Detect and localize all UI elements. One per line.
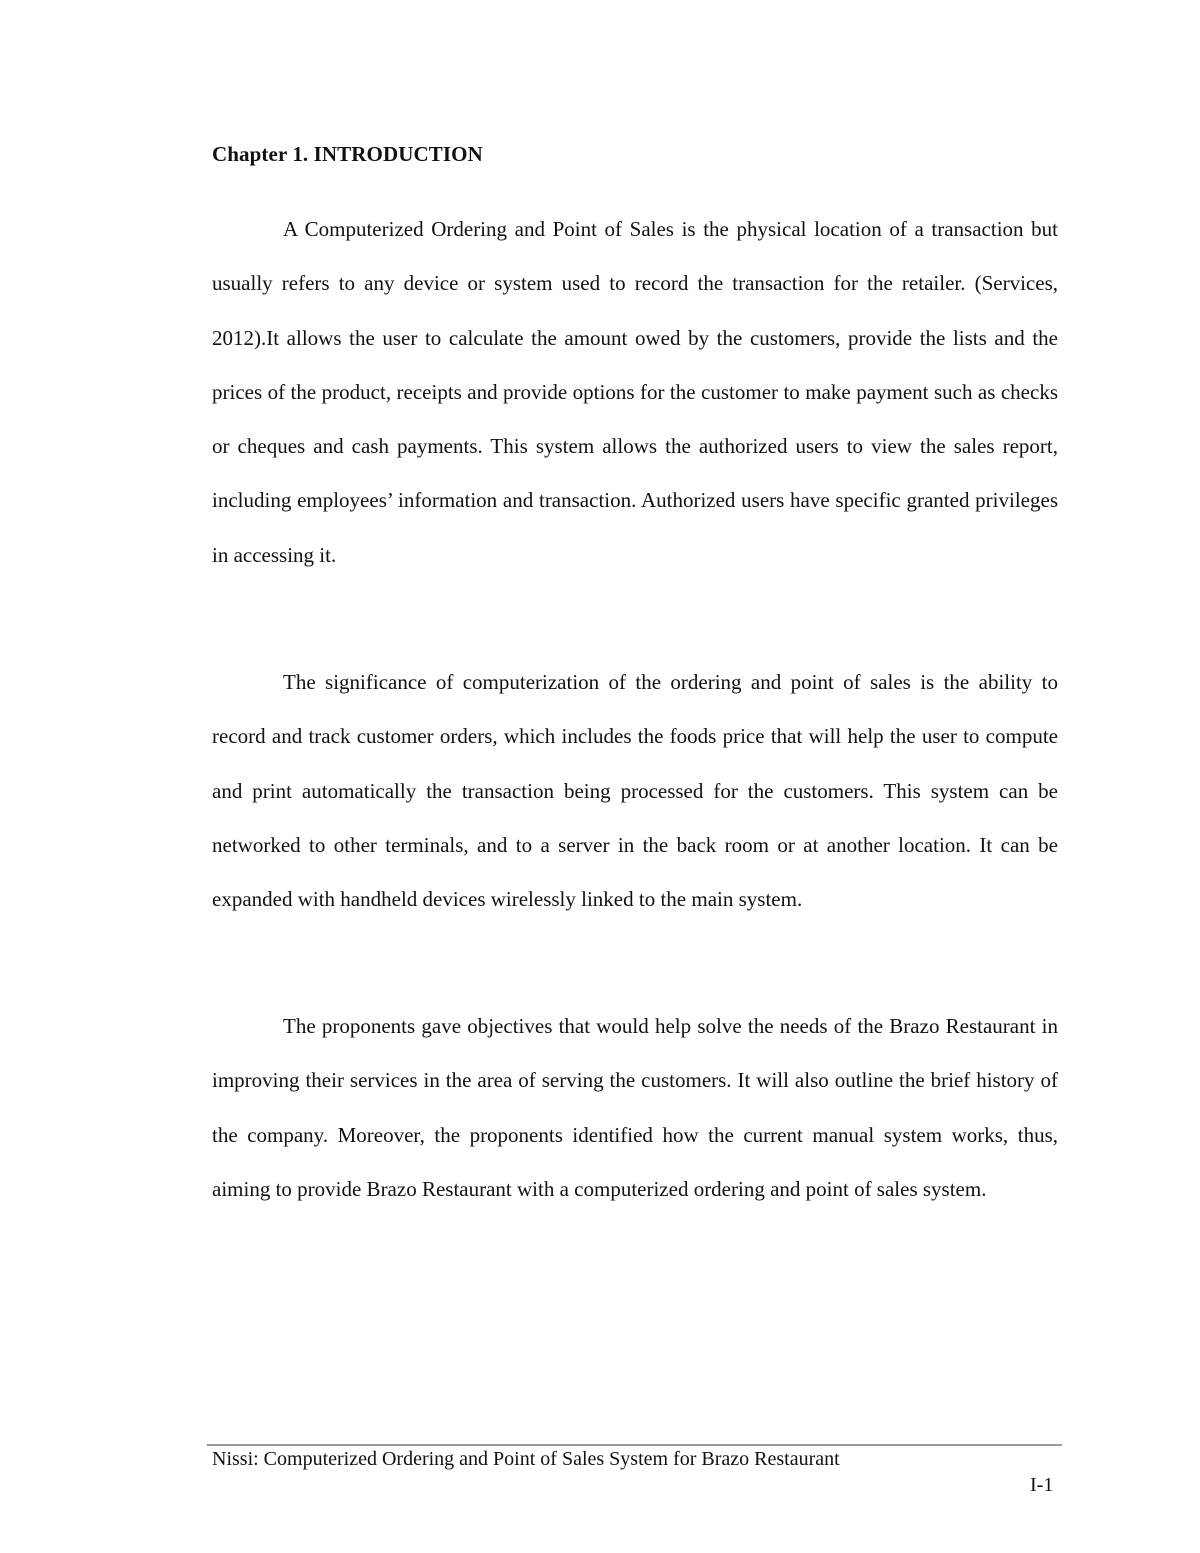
paragraph-block-1 bbox=[212, 202, 1058, 582]
chapter-title: Chapter 1. INTRODUCTION bbox=[212, 142, 483, 166]
paragraph-block-3 bbox=[212, 999, 1058, 1216]
paragraph-block-2 bbox=[212, 655, 1058, 926]
paragraph-2: The significance of computerization of the ordering and point of sales is the ability to record and track customer orders, which includes the foods price that will help the user to compute and print automatically the transaction being processed for the customers. This system can be networked to other terminals, and to a server in the back room or at another location. It can be expanded with handheld devices wirelessly linked to the main system. bbox=[212, 670, 1058, 912]
paragraph-3: The proponents gave objectives that would help solve the needs of the Brazo Restaurant in improving their services in the area of serving the customers. It will also outline the brief history of the company. Moreover, the proponents identified how the current manual system works, thus, aiming to provide Brazo Restaurant with a computerized ordering and point of sales system. bbox=[212, 1014, 1058, 1201]
footer-text: Nissi: Computerized Ordering and Point of Sales System for Brazo Restaurant bbox=[212, 1448, 840, 1470]
footer-divider bbox=[207, 1444, 1062, 1446]
page-number: I-1 bbox=[1030, 1474, 1054, 1496]
paragraph-1: A Computerized Ordering and Point of Sales is the physical location of a transaction but usually refers to any device or system used to record the transaction for the retailer. (Services, 2012).It allows the user to calculate the amount owed by the customers, provide the lists and the prices of the product, receipts and provide options for the customer to make payment such as checks or cheques and cash payments. This system allows the authorized users to view the sales report, including employees’ information and transaction. Authorized users have specific granted privileges in accessing it. bbox=[212, 217, 1058, 567]
